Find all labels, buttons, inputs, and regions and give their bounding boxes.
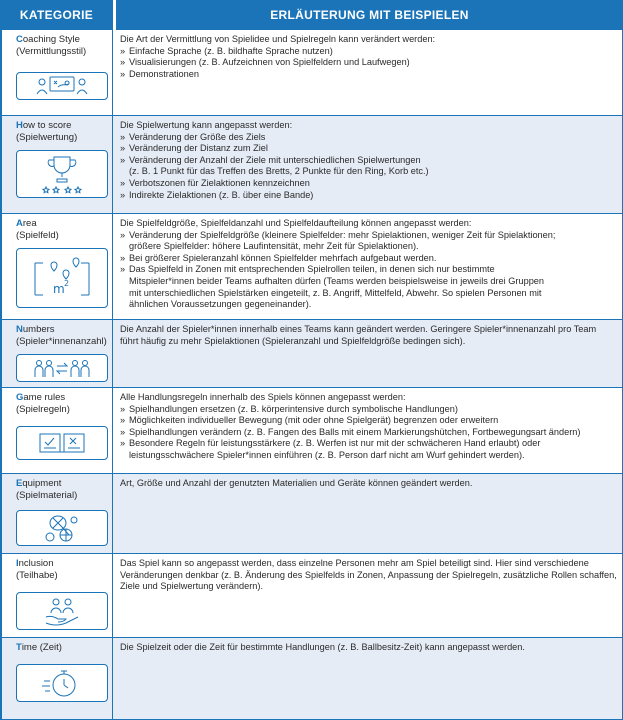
list-item: » Veränderung der Anzahl der Ziele mit unterschiedlichen Spielwertungen	[120, 155, 617, 167]
category-cell	[0, 30, 113, 115]
description-cell	[113, 638, 623, 719]
table-row	[0, 214, 623, 320]
category-subtitle: (Teilhabe)	[16, 570, 58, 581]
description-intro: Die Art der Vermittlung von Spielidee und Spielregeln kann verändert werden:	[120, 34, 436, 44]
table-row	[0, 116, 623, 214]
list-item: leistungsschwächere Spieler*innen einführen (z. B. Person darf nicht am Wurf gehindert werden).	[129, 449, 525, 460]
table-row	[0, 638, 623, 720]
category-cell	[0, 554, 113, 637]
description-intro: Alle Handlungsregeln innerhalb des Spiels können angepasst werden:	[120, 392, 406, 402]
category-name: Coaching Style	[16, 34, 80, 45]
list-item: » Veränderung der Distanz zum Ziel	[120, 143, 617, 155]
stopwatch-icon	[16, 664, 108, 702]
category-cell	[0, 638, 113, 719]
list-item: Mitspieler*innen beider Teams aufhalten dürfen (Teams werden beispielsweise in jeweils drei Gruppen	[129, 275, 545, 286]
list-item: » Möglichkeiten individueller Bewegung (mit oder ohne Spielgerät) begrenzen oder erweitern	[120, 415, 617, 427]
description-cell	[113, 388, 623, 473]
table-row	[0, 320, 623, 388]
category-name: Inclusion	[16, 558, 54, 569]
list-item: » Verbotszonen für Zielaktionen kennzeichnen	[120, 178, 617, 190]
list-item: » Das Spielfeld in Zonen mit entsprechenden Spielrollen teilen, in denen sich nur bestimmte	[120, 264, 617, 276]
description-cell	[113, 116, 623, 213]
category-name: Equipment	[16, 478, 62, 489]
header-description: ERLÄUTERUNG MIT BEISPIELEN	[116, 0, 623, 30]
coaching-board-icon	[16, 72, 108, 100]
list-item: » Einfache Sprache (z. B. bildhafte Sprache nutzen)	[120, 46, 617, 58]
category-cell	[0, 214, 113, 319]
category-subtitle: (Spielfeld)	[16, 230, 59, 241]
svg-text:m: m	[53, 282, 65, 296]
list-item: mit unterschiedlichen Spielstärken eingeteilt, z. B. Angriff, Mittelfeld, Abwehr. So spielen Personen mit	[129, 287, 542, 298]
category-name: Time (Zeit)	[16, 642, 62, 653]
category-cell	[0, 320, 113, 387]
category-name: How to score	[16, 120, 72, 131]
inclusion-hand-icon	[16, 592, 108, 630]
list-item: größere Spielfelder: höhere Laufintensität, mehr Zeit für Spielaktionen).	[129, 241, 419, 252]
list-item: » Visualisierungen (z. B. Aufzeichnen von Spielfeldern und Laufwegen)	[120, 57, 617, 69]
category-cell	[0, 474, 113, 553]
sports-equipment-icon	[16, 510, 108, 546]
description-cell	[113, 320, 623, 387]
category-cell	[0, 388, 113, 473]
table-row	[0, 554, 623, 638]
list-item: ähnlichen Voraussetzungen gegeneinander).	[129, 299, 312, 310]
list-item: (z. B. 1 Punkt für das Treffen des Bretts, 2 Punkte für den Ring, Korb etc.)	[129, 166, 429, 177]
category-name: Game rules	[16, 392, 66, 403]
description-cell	[113, 30, 623, 115]
description-intro: Das Spiel kann so angepasst werden, dass einzelne Personen mehr am Spiel beteiligt sind. Hier sind verschiedene Veränderungen denkbar (z. B. Änderung des Spielfelds in Zonen, Anpassung der Spielregeln, zusätzliche Rollen schaffen, Ziele und Spielwertung verändern).	[120, 558, 617, 592]
table-row	[0, 30, 623, 116]
category-cell	[0, 116, 113, 213]
list-item: » Indirekte Zielaktionen (z. B. über eine Bande)	[120, 190, 617, 202]
list-item: » Veränderung der Spielfeldgröße (kleinere Spielfelder: mehr Spielaktionen, weniger Zeit für Spielaktionen;	[120, 230, 617, 242]
category-name: Numbers	[16, 324, 55, 335]
list-item: » Demonstrationen	[120, 69, 617, 81]
list-item: » Besondere Regeln für leistungsstärkere (z. B. Werfen ist nur mit der schwächeren Hand erlaubt) oder	[120, 438, 617, 450]
description-cell	[113, 474, 623, 553]
description-intro: Die Spielfeldgröße, Spielfeldanzahl und Spielfeldaufteilung können angepasst werden:	[120, 218, 472, 228]
description-intro: Die Spielwertung kann angepasst werden:	[120, 120, 293, 130]
description-cell	[113, 214, 623, 319]
header-category: KATEGORIE	[0, 0, 113, 30]
list-item: » Spielhandlungen verändern (z. B. Fangen des Balls mit einem Markierungshütchen, Fortbewegungsart ändern)	[120, 427, 617, 439]
category-subtitle: (Spielwertung)	[16, 132, 78, 143]
description-cell	[113, 554, 623, 637]
category-subtitle: (Spielmaterial)	[16, 490, 78, 501]
description-intro: Die Anzahl der Spieler*innen innerhalb eines Teams kann geändert werden. Geringere Spieler*innenanzahl pro Team führt häufig zu mehr Spielaktionen (Spieleranzahl und Spielfeldgröße bedingen sich).	[120, 324, 597, 346]
table-row	[0, 474, 623, 554]
list-item: » Veränderung der Größe des Ziels	[120, 132, 617, 144]
description-intro: Die Spielzeit oder die Zeit für bestimmte Handlungen (z. B. Ballbesitz-Zeit) kann angepasst werden.	[120, 642, 525, 652]
field-map-icon	[16, 248, 108, 308]
list-item: » Spielhandlungen ersetzen (z. B. körperintensive durch symbolische Handlungen)	[120, 404, 617, 416]
table-header	[0, 0, 623, 30]
list-item: » Bei größerer Spieleranzahl können Spielfelder mehrfach aufgebaut werden.	[120, 253, 617, 265]
category-subtitle: (Spieler*innenanzahl)	[16, 336, 107, 347]
rulebook-icon	[16, 426, 108, 460]
category-subtitle: (Spielregeln)	[16, 404, 70, 415]
category-subtitle: (Vermittlungsstil)	[16, 46, 87, 57]
players-swap-icon	[16, 354, 108, 382]
category-name: Area	[16, 218, 37, 229]
svg-text:2: 2	[64, 279, 70, 288]
trophy-icon	[16, 150, 108, 198]
description-intro: Art, Größe und Anzahl der genutzten Materialien und Geräte können geändert werden.	[120, 478, 473, 488]
table-row	[0, 388, 623, 474]
